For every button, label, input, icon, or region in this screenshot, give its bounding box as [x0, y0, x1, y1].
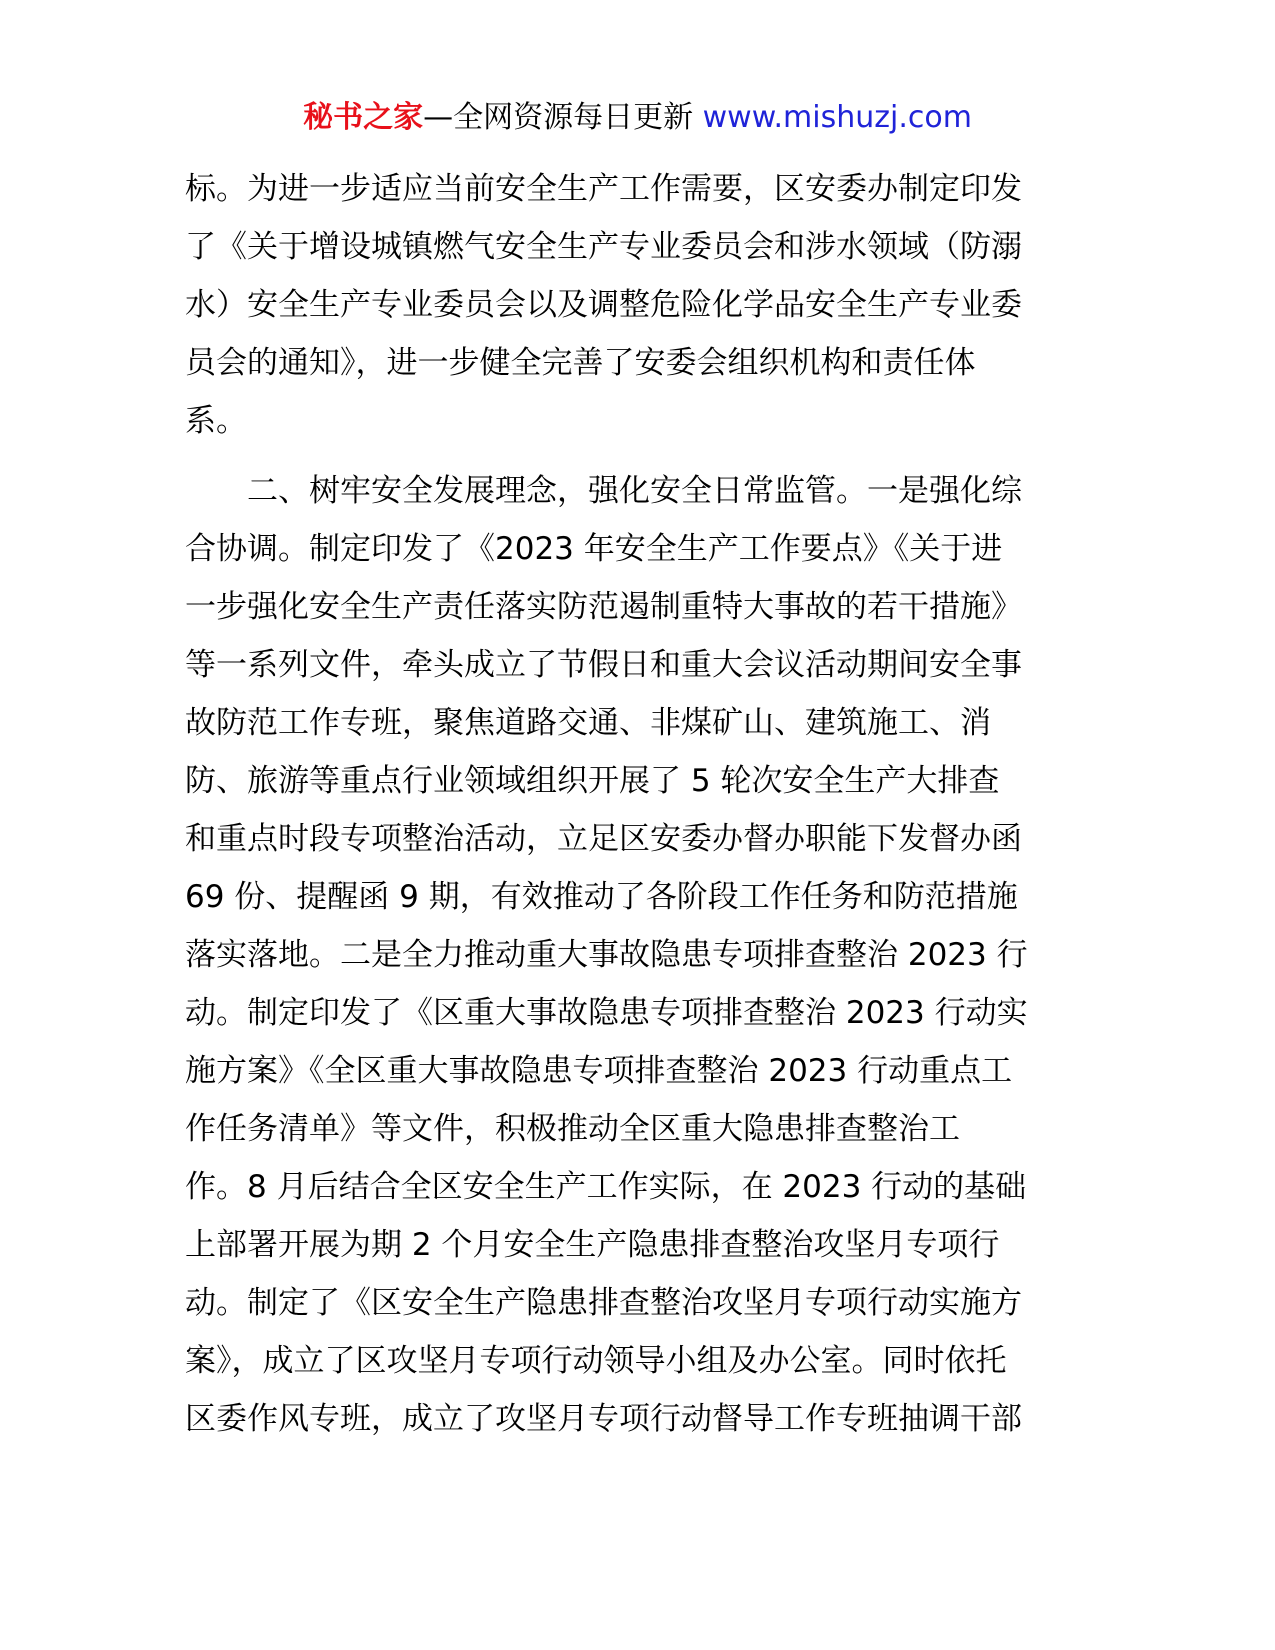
text-line: 上部署开展为期 2 个月安全生产隐患排查整治攻坚月专项行	[185, 1227, 1000, 1263]
text-line: 合协调。制定印发了《2023 年安全生产工作要点》《关于进	[185, 531, 1003, 567]
text-line: 员会的通知》，进一步健全完善了安委会组织机构和责任体	[185, 345, 976, 381]
text-line: 施方案》《全区重大事故隐患专项排查整治 2023 行动重点工	[185, 1053, 1013, 1089]
text-line: 动。制定印发了《区重大事故隐患专项排查整治 2023 行动实	[185, 995, 1028, 1031]
text-line: 和重点时段专项整治活动，立足区安委办督办职能下发督办函	[185, 821, 1022, 857]
text-line: 作。8 月后结合全区安全生产工作实际，在 2023 行动的基础	[185, 1169, 1027, 1205]
site-header	[0, 98, 1275, 138]
text-line: 案》，成立了区攻坚月专项行动领导小组及办公室。同时依托	[185, 1343, 1007, 1379]
text-line: 了《关于增设城镇燃气安全生产专业委员会和涉水领域（防溺	[185, 229, 1022, 265]
text-line: 二、树牢安全发展理念，强化安全日常监管。一是强化综	[185, 473, 1022, 509]
text-line: 落实落地。二是全力推动重大事故隐患专项排查整治 2023 行	[185, 937, 1028, 973]
text-line: 水）安全生产专业委员会以及调整危险化学品安全生产专业委	[185, 287, 1022, 323]
text-line: 等一系列文件，牵头成立了节假日和重大会议活动期间安全事	[185, 647, 1022, 683]
text-line: 69 份、提醒函 9 期，有效推动了各阶段工作任务和防范措施	[185, 879, 1018, 915]
site-brand: 秘书之家	[303, 100, 424, 135]
text-line: 区委作风专班，成立了攻坚月专项行动督导工作专班抽调干部	[185, 1401, 1022, 1437]
text-line: 作任务清单》等文件，积极推动全区重大隐患排查整治工	[185, 1111, 960, 1147]
site-url-link[interactable]: www.mishuzj.com	[702, 100, 972, 135]
text-line: 防、旅游等重点行业领域组织开展了 5 轮次安全生产大排查	[185, 763, 1000, 799]
text-line: 一步强化安全生产责任落实防范遏制重特大事故的若干措施》	[185, 589, 1022, 625]
site-tagline: —全网资源每日更新	[423, 100, 703, 135]
text-line: 标。为进一步适应当前安全生产工作需要，区安委办制定印发	[185, 171, 1022, 207]
text-line: 故防范工作专班，聚焦道路交通、非煤矿山、建筑施工、消	[185, 705, 991, 741]
document-body	[185, 160, 1090, 1448]
text-line: 系。	[185, 403, 247, 439]
paragraph-1	[185, 160, 1090, 450]
text-line: 动。制定了《区安全生产隐患排查整治攻坚月专项行动实施方	[185, 1285, 1022, 1321]
paragraph-2	[185, 462, 1090, 1448]
